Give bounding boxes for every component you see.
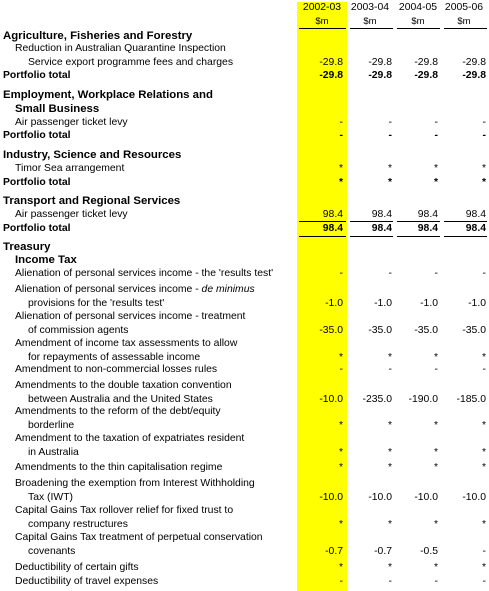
value-cell: -35.0 [462, 325, 486, 336]
item-row [0, 116, 489, 130]
total-value: * [433, 177, 438, 188]
total-rule [397, 236, 440, 237]
value-cell: - [482, 117, 486, 128]
item-label: Amendment to the taxation of expatriates resident [15, 433, 245, 444]
item-row [0, 531, 489, 545]
item-row [0, 310, 489, 324]
value-cell: -235.0 [362, 394, 392, 405]
item-label: of commission agents [28, 325, 129, 336]
value-cell: - [339, 364, 343, 375]
item-label: Capital Gains Tax rollover relief for fixed trust to [15, 505, 234, 516]
value-cell: - [339, 117, 343, 128]
item-row [0, 297, 489, 311]
section-title: Industry, Science and Resources [3, 149, 182, 161]
value-cell: * [338, 163, 343, 174]
value-cell: - [434, 364, 438, 375]
section-title: Agriculture, Fisheries and Forestry [3, 30, 193, 42]
value-cell: - [339, 268, 343, 279]
value-cell: * [433, 163, 438, 174]
total-label: Portfolio total [3, 177, 71, 188]
value-cell: -10.0 [319, 492, 343, 503]
value-cell: * [481, 462, 486, 473]
value-cell: * [387, 562, 392, 573]
value-cell: - [434, 576, 438, 587]
value-cell: * [387, 519, 392, 530]
total-row [0, 69, 489, 83]
year-header: 2004-05 [398, 2, 438, 13]
year-header: 2003-04 [350, 2, 390, 13]
item-row [0, 518, 489, 532]
total-value: * [481, 177, 486, 188]
value-cell: -29.8 [368, 57, 392, 68]
value-cell: - [388, 576, 392, 587]
item-row [0, 504, 489, 518]
value-cell: - [388, 364, 392, 375]
item-row [0, 405, 489, 419]
total-rule [444, 236, 487, 237]
total-value: 98.4 [322, 223, 343, 234]
unit-header: $m [363, 16, 377, 27]
value-cell: * [338, 519, 343, 530]
value-cell: 98.4 [322, 209, 343, 220]
total-value: 98.4 [417, 223, 438, 234]
item-label: Alienation of personal services income - treatment [15, 311, 246, 322]
item-label: borderline [28, 420, 75, 431]
item-row [0, 162, 489, 176]
item-label: Broadening the exemption from Interest Withholding [15, 478, 255, 489]
value-cell: -0.5 [420, 546, 438, 557]
value-cell: * [481, 562, 486, 573]
section-heading-row [0, 29, 489, 43]
value-cell: * [433, 447, 438, 458]
item-label: Reduction in Australian Quarantine Inspection [15, 43, 226, 54]
value-cell: -1.0 [325, 298, 343, 309]
total-value: -29.8 [414, 70, 438, 81]
total-value: -29.8 [319, 70, 343, 81]
section-heading-row [0, 102, 489, 116]
section-title: Transport and Regional Services [3, 195, 181, 207]
value-cell: * [387, 352, 392, 363]
total-value: 98.4 [465, 223, 486, 234]
total-row [0, 176, 489, 190]
value-cell: - [482, 364, 486, 375]
total-label: Portfolio total [3, 70, 71, 81]
value-cell: - [434, 117, 438, 128]
value-cell: -35.0 [319, 325, 343, 336]
unit-header: $m [411, 16, 425, 27]
item-label: Amendments to the reform of the debt/equity [15, 406, 221, 417]
item-label: Air passenger ticket levy [15, 209, 128, 220]
item-row [0, 545, 489, 559]
value-cell: * [338, 562, 343, 573]
value-cell: * [433, 352, 438, 363]
value-cell: -35.0 [414, 325, 438, 336]
item-label: Service export programme fees and charges [28, 57, 234, 68]
value-cell: * [387, 447, 392, 458]
value-cell: - [388, 268, 392, 279]
value-cell: -35.0 [368, 325, 392, 336]
item-label: covenants [28, 546, 76, 557]
value-cell: -0.7 [374, 546, 392, 557]
total-value: * [387, 177, 392, 188]
value-cell: * [481, 519, 486, 530]
value-cell: -29.8 [319, 57, 343, 68]
value-cell: -1.0 [374, 298, 392, 309]
subsection-title: Income Tax [15, 254, 77, 266]
item-row [0, 379, 489, 393]
item-label: Deductibility of travel expenses [15, 576, 159, 587]
year-header: 2002-03 [302, 2, 342, 13]
item-label: Tax (IWT) [28, 492, 74, 503]
item-label: provisions for the 'results test' [28, 298, 165, 309]
value-cell: * [433, 519, 438, 530]
value-cell: * [338, 352, 343, 363]
section-heading-row [0, 148, 489, 162]
total-value: * [338, 177, 343, 188]
value-cell: - [482, 576, 486, 587]
item-row [0, 561, 489, 575]
total-row [0, 222, 489, 236]
item-row [0, 432, 489, 446]
section-title: Employment, Workplace Relations and [3, 89, 213, 101]
unit-header: $m [315, 16, 329, 27]
value-cell: 98.4 [417, 209, 438, 220]
item-row [0, 363, 489, 377]
year-header: 2005-06 [444, 2, 484, 13]
unit-header: $m [457, 16, 471, 27]
value-cell: -10.0 [319, 394, 343, 405]
value-cell: -29.8 [414, 57, 438, 68]
year-header-row [0, 1, 489, 15]
section-title: Treasury [3, 241, 51, 253]
total-rule [350, 236, 393, 237]
value-cell: -190.0 [408, 394, 438, 405]
value-cell: * [338, 420, 343, 431]
total-row [0, 129, 489, 143]
item-row [0, 461, 489, 475]
value-cell: * [481, 420, 486, 431]
value-cell: - [482, 546, 486, 557]
value-cell: * [338, 462, 343, 473]
value-cell: -29.8 [462, 57, 486, 68]
total-value: - [434, 130, 438, 141]
total-value: - [339, 130, 343, 141]
value-cell: * [481, 447, 486, 458]
value-cell: * [387, 420, 392, 431]
value-cell: * [387, 163, 392, 174]
value-cell: 98.4 [371, 209, 392, 220]
value-cell: - [434, 268, 438, 279]
value-cell: -1.0 [468, 298, 486, 309]
item-label: Deductibility of certain gifts [15, 562, 139, 573]
unit-header-row [0, 15, 489, 29]
total-value: - [388, 130, 392, 141]
total-label: Portfolio total [3, 223, 71, 234]
item-row [0, 419, 489, 433]
item-label: Alienation of personal services income - de minimus [15, 284, 255, 295]
item-label: for repayments of assessable income [28, 352, 201, 363]
value-cell: - [482, 268, 486, 279]
item-label: Air passenger ticket levy [15, 117, 128, 128]
total-value: 98.4 [371, 223, 392, 234]
total-rule [299, 236, 346, 237]
section-heading-row [0, 194, 489, 208]
item-row [0, 575, 489, 589]
section-heading-row [0, 88, 489, 102]
section-title: Small Business [15, 103, 100, 115]
item-label: Capital Gains Tax treatment of perpetual conservation [15, 532, 263, 543]
value-cell: - [388, 117, 392, 128]
value-cell: * [387, 462, 392, 473]
item-row [0, 324, 489, 338]
item-row [0, 56, 489, 70]
value-cell: 98.4 [465, 209, 486, 220]
value-cell: -10.0 [368, 492, 392, 503]
item-label: Timor Sea arrangement [15, 163, 125, 174]
item-row [0, 477, 489, 491]
section-heading-row [0, 240, 489, 254]
value-cell: -0.7 [325, 546, 343, 557]
item-row [0, 208, 489, 222]
item-label: Amendment of income tax assessments to allow [15, 338, 238, 349]
item-row [0, 491, 489, 505]
value-cell: -1.0 [420, 298, 438, 309]
item-row [0, 42, 489, 56]
item-label: Amendment to non-commercial losses rules [15, 364, 218, 375]
value-cell: - [339, 576, 343, 587]
item-label: Amendments to the double taxation convention [15, 380, 232, 391]
item-label: Alienation of personal services income - the 'results test' [15, 268, 274, 279]
item-label: in Australia [28, 447, 79, 458]
item-row [0, 283, 489, 297]
total-value: -29.8 [368, 70, 392, 81]
total-value: -29.8 [462, 70, 486, 81]
value-cell: * [481, 352, 486, 363]
total-value: - [482, 130, 486, 141]
item-label: Amendments to the thin capitalisation regime [15, 462, 223, 473]
value-cell: * [433, 462, 438, 473]
value-cell: -10.0 [462, 492, 486, 503]
value-cell: * [481, 163, 486, 174]
item-row [0, 337, 489, 351]
item-row [0, 267, 489, 281]
item-label: between Australia and the United States [28, 394, 213, 405]
item-label: company restructures [28, 519, 128, 530]
value-cell: * [338, 447, 343, 458]
total-label: Portfolio total [3, 130, 71, 141]
value-cell: -10.0 [414, 492, 438, 503]
item-row [0, 446, 489, 460]
value-cell: * [433, 420, 438, 431]
value-cell: -185.0 [456, 394, 486, 405]
subsection-heading-row [0, 253, 489, 267]
value-cell: * [433, 562, 438, 573]
